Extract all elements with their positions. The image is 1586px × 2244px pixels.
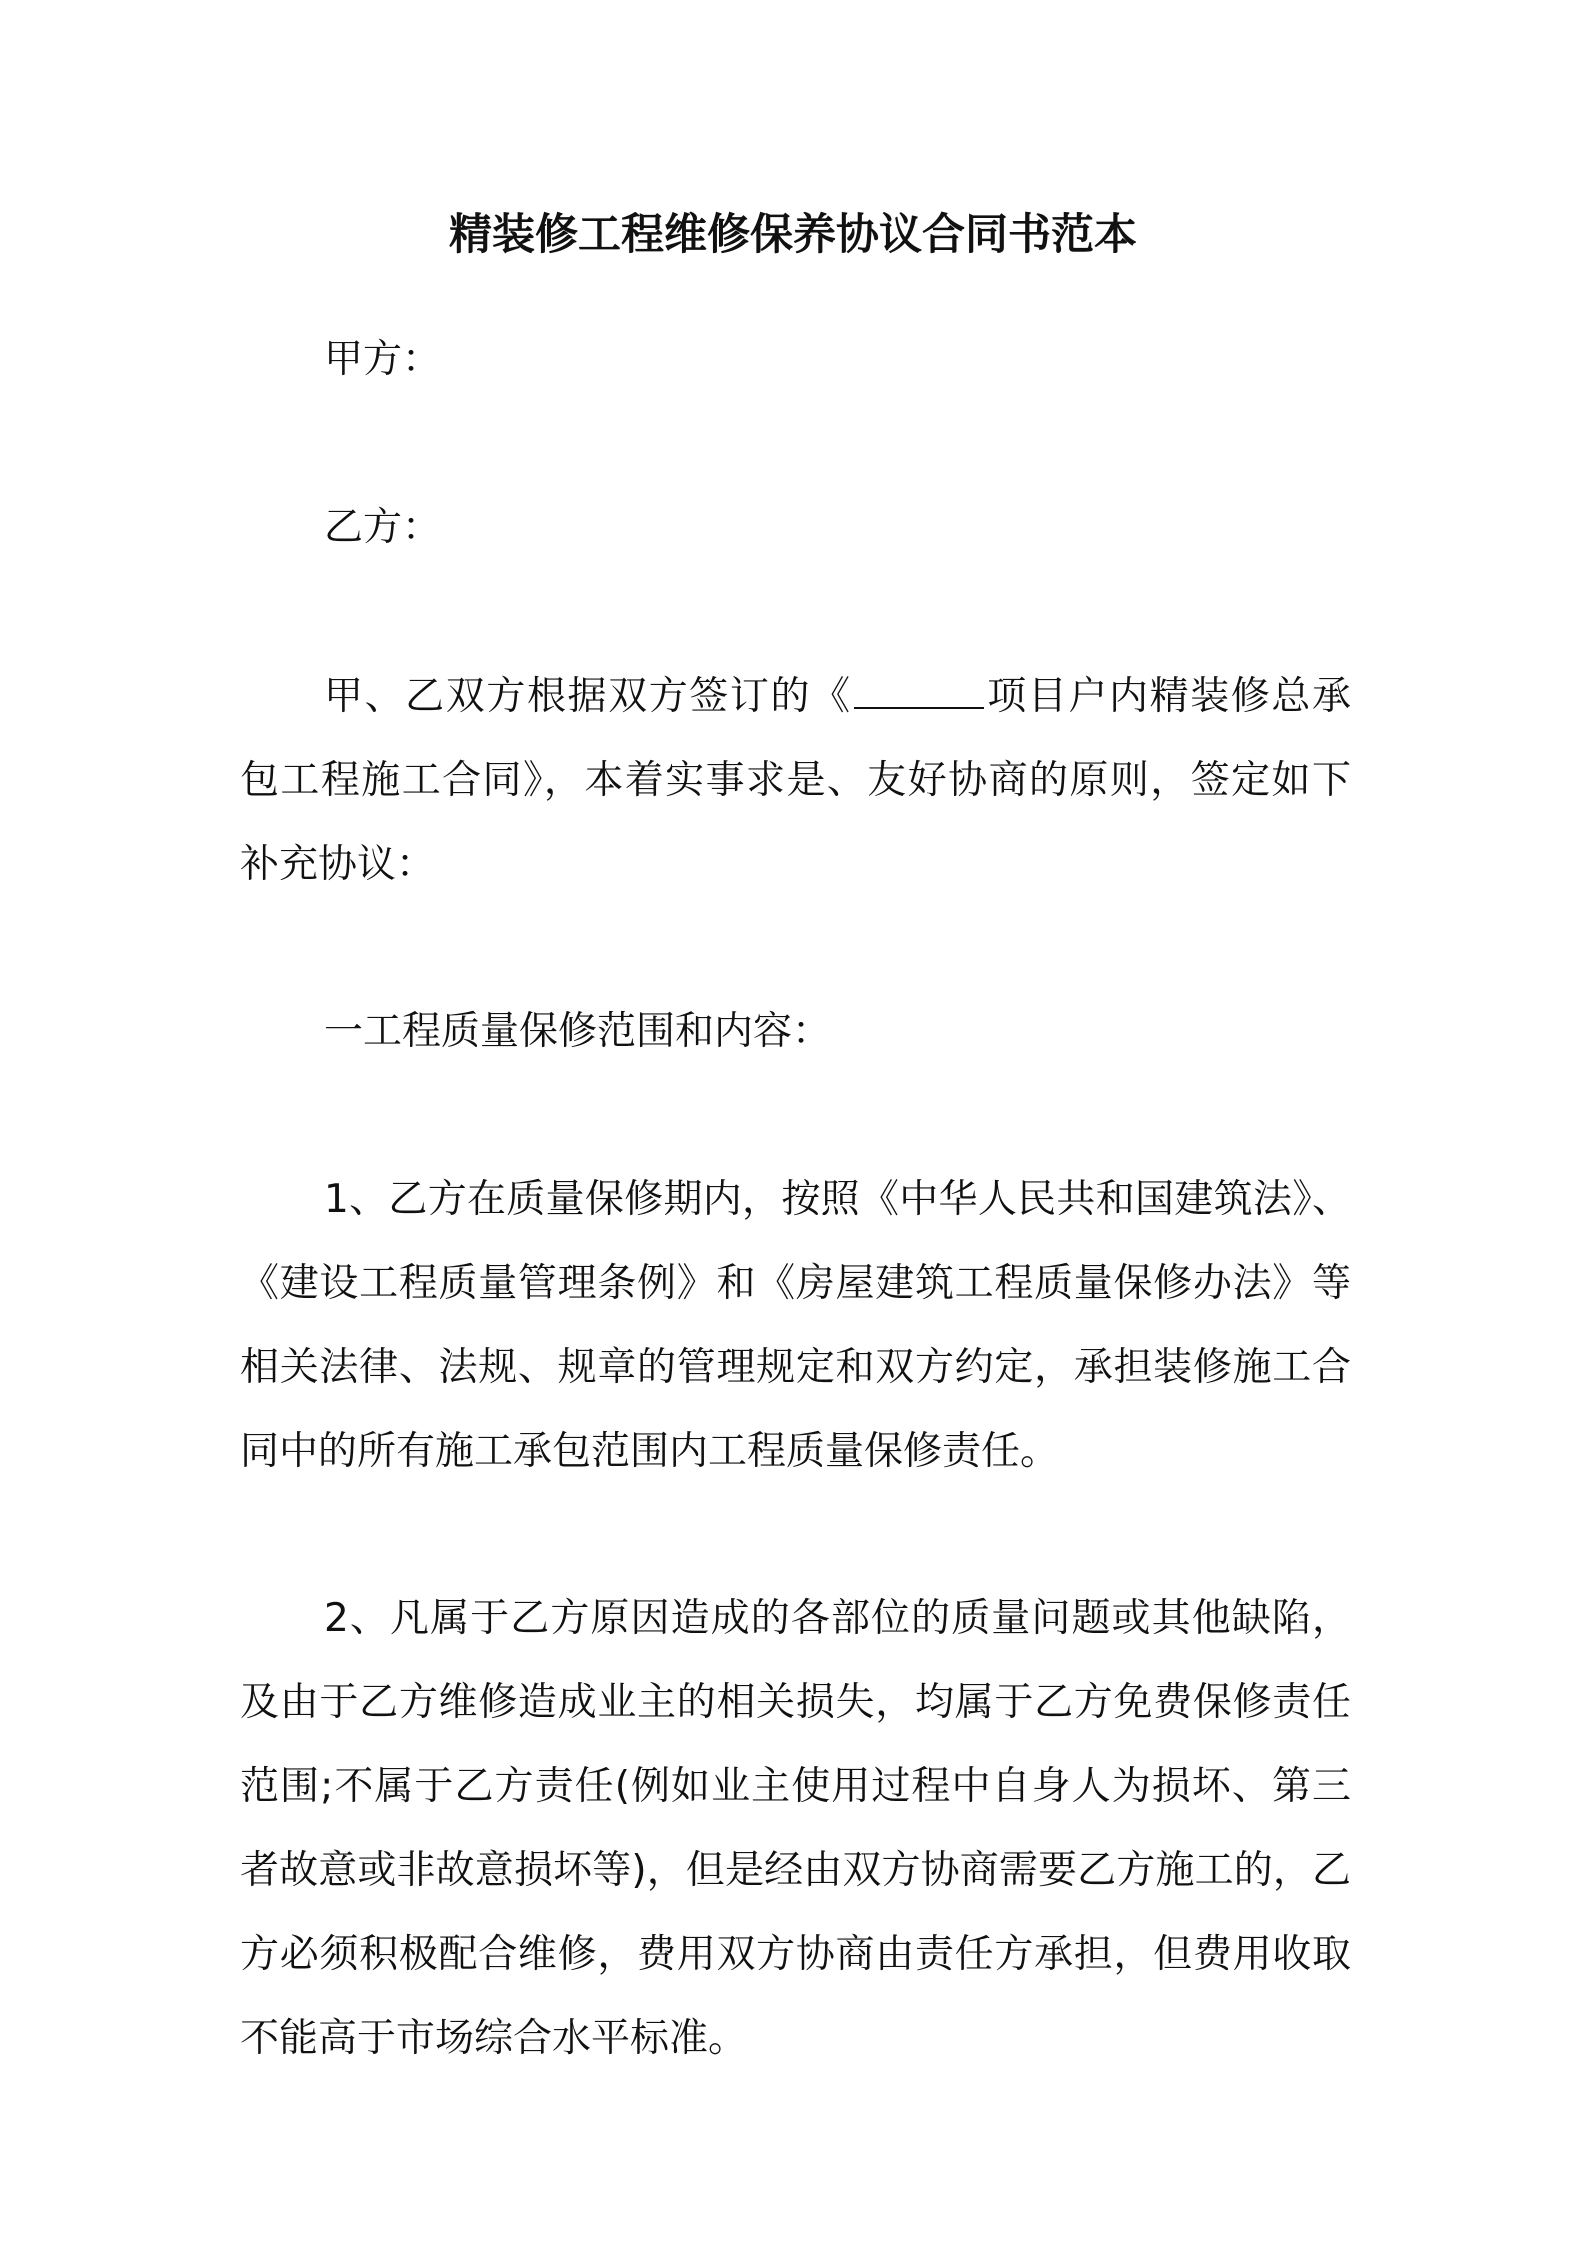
intro-text-end: 项目户内精装修总承包工程施工合同》，本着实事求是、友好协商的原则，签定如下补充协议：: [240, 674, 1351, 887]
clause-1: 1、乙方在质量保修期内，按照《中华人民共和国建筑法》、《建设工程质量管理条例》和《房屋建筑工程质量保修办法》等相关法律、法规、规章的管理规定和双方约定，承担装修施工合同中的所有施工承包范围内工程质量保修责任。: [240, 1177, 1351, 1474]
document-title: 精装修工程维修保养协议合同书范本: [449, 210, 1137, 260]
intro-paragraph: [240, 655, 1351, 907]
clause-2: 2、凡属于乙方原因造成的各部位的质量问题或其他缺陷，及由于乙方维修造成业主的相关损失，均属于乙方免费保修责任范围;不属于乙方责任(例如业主使用过程中自身人为损坏、第三者故意或非故意损坏等)，但是经由双方协商需要乙方施工的，乙方必须积极配合维修，费用双方协商由责任方承担，但费用收取不能高于市场综合水平标准。: [240, 1596, 1351, 2061]
project-name-blank: [854, 667, 984, 709]
section-heading: 一工程质量保修范围和内容：: [324, 1009, 832, 1054]
party-b-label: 乙方：: [324, 505, 442, 550]
intro-text-start: 甲、乙双方根据双方签订的《: [324, 674, 852, 719]
party-a-label: 甲方：: [324, 337, 442, 382]
